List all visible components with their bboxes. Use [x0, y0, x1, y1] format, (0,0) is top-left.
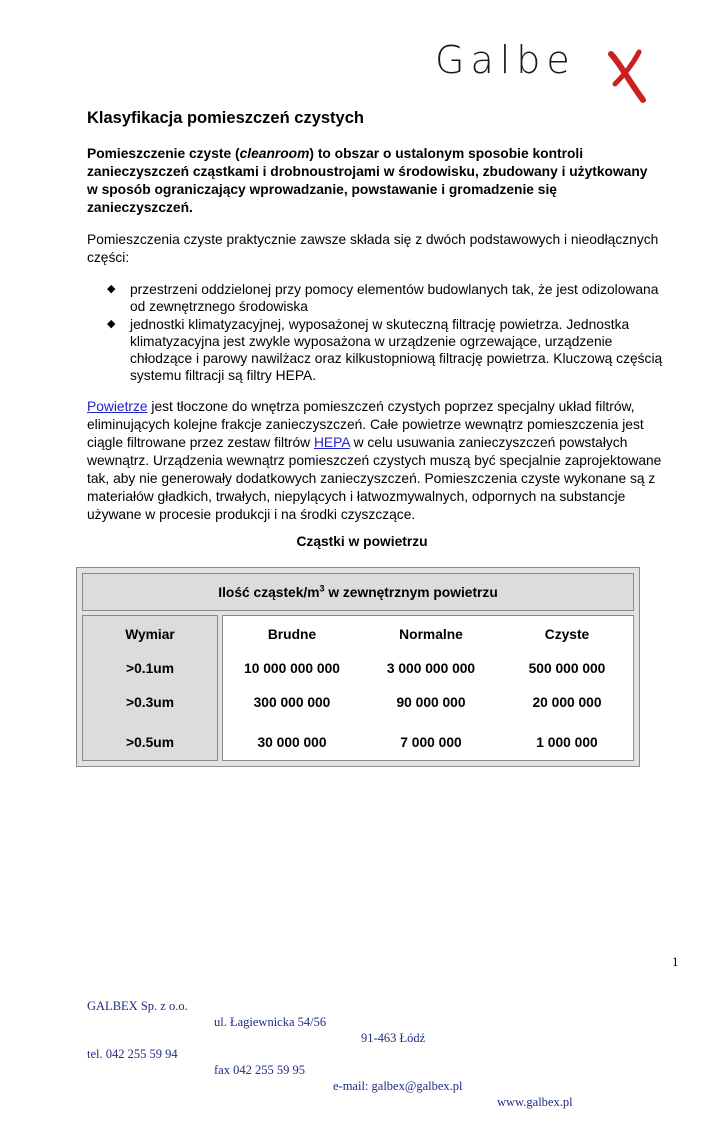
- size-column-header: Wymiar: [125, 627, 175, 642]
- table-header-before: Ilość cząstek/m: [218, 585, 320, 600]
- table-cell: 10 000 000 000: [244, 661, 340, 676]
- diamond-bullet-icon: ◆: [107, 283, 116, 295]
- footer-website[interactable]: www.galbex.pl: [497, 1095, 573, 1109]
- size-cell: >0.3um: [126, 695, 174, 710]
- logo-wordmark: Galbe: [435, 38, 576, 82]
- bullet-text: jednostki klimatyzacyjnej, wyposażonej w skuteczną filtrację powietrza. Jednostka klimatyzacyjna jest zwykle wyposażona w urządzenie ogrzewające, urządzenie chłodzące i parowy nawilżacz oraz kilkustopniową filtrację powietrza. Kluczową częścią systemu filtracji są filtry HEPA.: [130, 317, 663, 383]
- link-powietrze[interactable]: Powietrze: [87, 399, 148, 414]
- table-caption: Cząstki w powietrzu: [296, 534, 428, 549]
- footer-postal: 91-463 Łódź: [361, 1031, 426, 1045]
- column-header-brudne: Brudne: [267, 627, 317, 642]
- footer-fax: fax 042 255 59 95: [214, 1063, 305, 1077]
- paragraph-air-filtration: [87, 398, 667, 524]
- table-cell: 1 000 000: [536, 735, 598, 750]
- table-cell: 20 000 000: [532, 695, 602, 710]
- page-number: 1: [672, 954, 679, 969]
- footer-phone: tel. 042 255 59 94: [87, 1047, 178, 1061]
- list-item: [87, 281, 667, 315]
- paragraph-text-part2: w celu usuwania zanieczyszczeń powstałych wewnątrz. Urządzenia wewnątrz pomieszczeń czystych muszą być specjalnie zaprojektowane tak, aby nie generowały dodatkowych zanieczyszczeń. Pomieszczenia czyste wykonane są z materiałów gładkich, trwałych, niepylących i łatwozmywalnych, odpornych na substancje używane w procesie produkcji i na środki czyszczące.: [87, 435, 662, 522]
- table-header-after: w zewnętrznym powietrzu: [324, 585, 498, 600]
- table-cell: 30 000 000: [257, 735, 327, 750]
- size-cell: >0.5um: [126, 735, 174, 750]
- column-header-czyste: Czyste: [544, 627, 590, 642]
- logo-x-mark-icon: [605, 48, 653, 104]
- table-header-superscript: 3: [319, 583, 325, 594]
- diamond-bullet-icon: ◆: [107, 318, 116, 330]
- intro-after: ) to obszar o ustalonym sposobie kontroli zanieczyszczeń cząstkami i drobnoustrojami w środowisku, zbudowany i użytkowany w sposób ograniczający wprowadzanie, powstawanie i gromadzenie się zanieczyszczeń.: [87, 146, 648, 215]
- table-cell: 3 000 000 000: [386, 661, 476, 676]
- bullet-list: [87, 281, 667, 385]
- table-cell: 7 000 000: [400, 735, 462, 750]
- paragraph-text-part1: jest tłoczone do wnętrza pomieszczeń czystych poprzez specjalny układ filtrów, eliminujących kolejne frakcje zanieczyszczeń. Całe powietrze wewnątrz pomieszczenia jest ciągle filtrowane przez zestaw filtrów: [87, 399, 644, 450]
- values-area: [222, 615, 634, 761]
- intro-before: Pomieszczenie czyste (: [87, 146, 240, 161]
- company-logo: [435, 38, 650, 104]
- list-item: [87, 316, 667, 384]
- table-header: [82, 573, 634, 611]
- footer-email[interactable]: e-mail: galbex@galbex.pl: [333, 1079, 463, 1093]
- paragraph-components: Pomieszczenia czyste praktycznie zawsze składa się z dwóch podstawowych i nieodłącznych części:: [87, 232, 659, 265]
- particles-table: [76, 567, 640, 767]
- size-cell: >0.1um: [126, 661, 174, 676]
- column-header-normalne: Normalne: [399, 627, 463, 642]
- page-title: Klasyfikacja pomieszczeń czystych: [87, 109, 364, 127]
- table-cell: 90 000 000: [396, 695, 466, 710]
- footer-address: ul. Łagiewnicka 54/56: [214, 1015, 327, 1029]
- footer-company: GALBEX Sp. z o.o.: [87, 999, 188, 1013]
- table-cell: 300 000 000: [253, 695, 331, 710]
- intro-term: cleanroom: [239, 146, 310, 161]
- link-hepa[interactable]: HEPA: [313, 435, 350, 450]
- table-cell: 500 000 000: [528, 661, 606, 676]
- size-column: [82, 615, 218, 761]
- intro-definition: [87, 145, 657, 217]
- bullet-text: przestrzeni oddzielonej przy pomocy elementów budowlanych tak, że jest odizolowana od zewnętrznego środowiska: [130, 282, 659, 314]
- page-footer: [87, 950, 647, 1109]
